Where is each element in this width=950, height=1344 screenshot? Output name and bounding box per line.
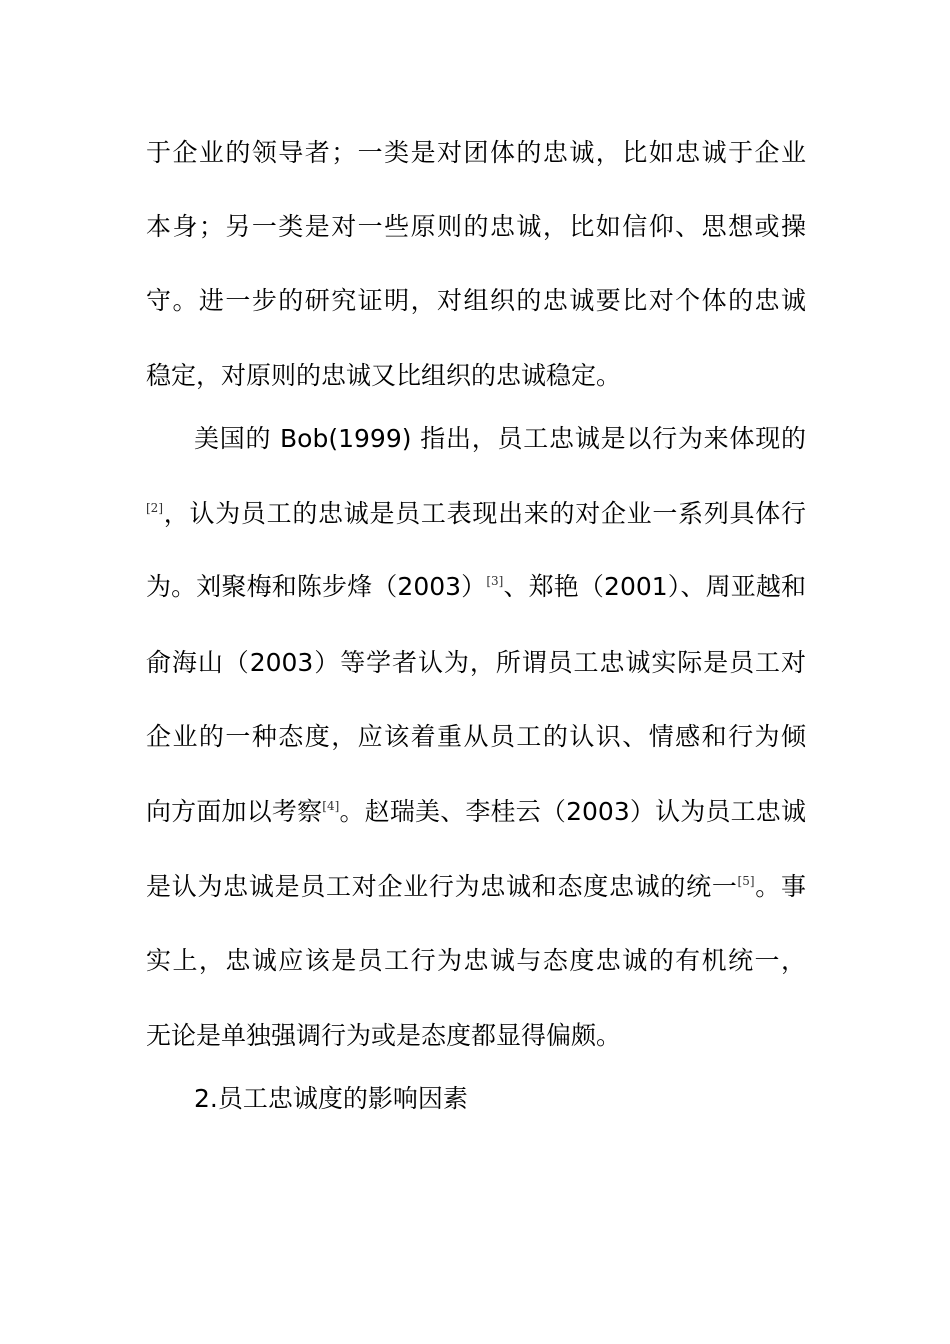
paragraph-2-line-2-text: ，认为员工的忠诚是员工表现出来的对企业一系列具体行	[163, 499, 806, 528]
paragraph-2-line-7-text-a: 是认为忠诚是员工对企业行为忠诚和态度忠诚的统一	[146, 872, 738, 901]
paragraph-2-line-6-text-a: 向方面加以考察	[146, 797, 323, 826]
paragraph-2-line-6	[146, 792, 806, 832]
paragraph-2-line-7	[146, 867, 806, 907]
paragraph-1-line-4: 稳定，对原则的忠诚又比组织的忠诚稳定。	[146, 361, 622, 390]
paragraph-2-line-3-text-b: 、郑艳（2001）、周亚越和	[503, 572, 807, 601]
paragraph-2-line-2	[146, 494, 806, 534]
paragraph-1-line-3: 守。进一步的研究证明，对组织的忠诚要比对个体的忠诚	[146, 286, 806, 315]
paragraph-2-line-8: 实上，忠诚应该是员工行为忠诚与态度忠诚的有机统一，	[146, 946, 806, 975]
paragraph-1-line-1: 于企业的领导者；一类是对团体的忠诚，比如忠诚于企业	[146, 138, 806, 167]
paragraph-2-line-3	[146, 567, 806, 607]
citation-ref: [5]	[737, 874, 755, 888]
paragraph-2-line-4: 俞海山（2003）等学者认为，所谓员工忠诚实际是员工对	[146, 648, 806, 677]
section-heading: 2.员工忠诚度的影响因素	[194, 1084, 468, 1113]
citation-ref: [3]	[486, 574, 504, 588]
paragraph-2-line-1: 美国的 Bob(1999) 指出，员工忠诚是以行为来体现的	[194, 424, 806, 453]
paragraph-2-line-7-text-b: 。事	[754, 872, 806, 901]
citation-ref: [2]	[146, 501, 163, 515]
paragraph-2-line-3-text-a: 为。刘聚梅和陈步烽（2003）	[146, 572, 487, 601]
paragraph-1-line-2: 本身；另一类是对一些原则的忠诚，比如信仰、思想或操	[146, 212, 806, 241]
paragraph-2-line-6-text-b: 。赵瑞美、李桂云（2003）认为员工忠诚	[339, 797, 806, 826]
paragraph-2-line-9: 无论是单独强调行为或是态度都显得偏颇。	[146, 1021, 622, 1050]
citation-ref: [4]	[322, 799, 340, 813]
paragraph-2-line-5: 企业的一种态度，应该着重从员工的认识、情感和行为倾	[146, 722, 806, 751]
